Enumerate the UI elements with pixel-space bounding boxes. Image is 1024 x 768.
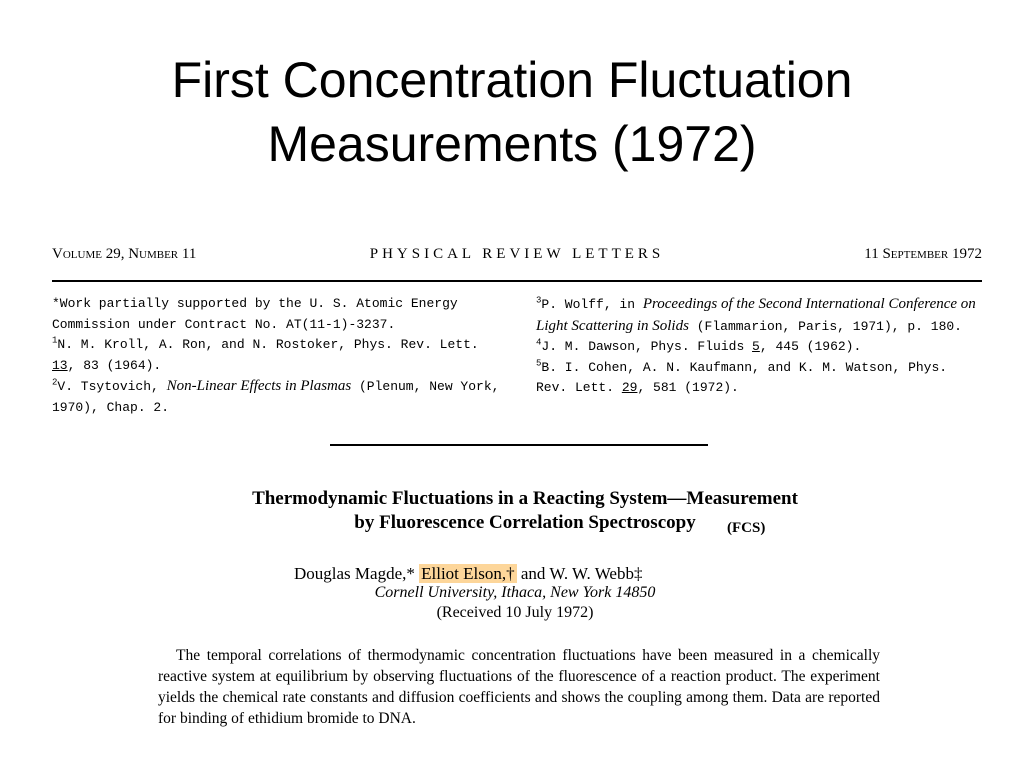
footnotes-left-column	[52, 294, 502, 419]
author-list	[294, 563, 754, 585]
author-webb: and W. W. Webb‡	[520, 564, 643, 583]
footnote-volume: 13	[52, 357, 68, 373]
footnote-text: , 445 (1962).	[759, 339, 862, 355]
author-magde: Douglas Magde,*	[294, 564, 415, 583]
author-affiliation: Cornell University, Ithaca, New York 14850	[374, 584, 656, 601]
abstract-text: The temporal correlations of thermodynamic concentration fluctuations have been measured in a chemically reactive system at equilibrium by observing fluctuations of the fluorescence of a reaction product. The experiment yields the chemical rate constants and diffusion coefficients and shows the coupling among them. Data are reported for binding of ethidium bromide to DNA.	[158, 647, 880, 727]
footnote-text: J. M. Dawson, Phys. Fluids	[541, 339, 753, 355]
footnote-text: V. Tsytovich,	[57, 379, 167, 395]
footnote-text: B. I. Cohen, A. N. Kaufmann, and K. M. Watson, Phys. Rev. Lett.	[536, 359, 948, 396]
slide-title-line-2: Measurements (1972)	[267, 116, 757, 172]
footnote-text: (Plenum, New York, 1970), Chap. 2.	[52, 379, 500, 415]
footnote-book-title: Proceedings of the Second International Conference on Light Scattering in Solids	[536, 296, 976, 334]
paper-title	[150, 487, 900, 535]
journal-date: 11 September 1972	[864, 246, 982, 262]
journal-volume: Volume 29, Number 11	[52, 246, 197, 262]
journal-header	[52, 246, 982, 266]
footnote-ref-1	[52, 335, 502, 376]
footnote-book-title: Non-Linear Effects in Plasmas	[166, 378, 352, 395]
slide-title	[0, 48, 1024, 176]
footnote-ref-4	[536, 337, 986, 358]
footnote-text: , 83 (1964).	[67, 357, 162, 373]
footnotes-right-column	[536, 294, 986, 399]
footnote-ref-5	[536, 358, 986, 399]
footnote-text: , 581 (1972).	[637, 380, 739, 396]
section-divider	[330, 444, 708, 446]
footnote-number: 5	[536, 358, 542, 369]
footnote-number: 2	[52, 378, 58, 389]
footnote-text: (Flammarion, Paris, 1971), p. 180.	[688, 318, 962, 334]
footnote-text: P. Wolff, in	[541, 297, 643, 312]
header-rule	[52, 280, 982, 282]
footnote-ref-2	[52, 376, 502, 418]
slide-title-line-1: First Concentration Fluctuation	[171, 52, 853, 108]
footnote-work: *Work partially supported by the U. S. Atomic Energy Commission under Contract No. AT(11-1)-3237.	[52, 296, 458, 332]
footnote-volume: 5	[752, 339, 760, 355]
footnote-number: 3	[536, 295, 542, 306]
received-date: (Received 10 July 1972)	[436, 604, 594, 621]
footnote-volume: 29	[621, 380, 638, 396]
footnote-ref-3	[536, 294, 986, 337]
fcs-annotation: (FCS)	[727, 520, 766, 536]
footnote-number: 1	[52, 335, 58, 346]
paper-title-line-2: by Fluorescence Correlation Spectroscopy	[354, 512, 696, 533]
footnote-text: N. M. Kroll, A. Ron, and N. Rostoker, Phys. Rev. Lett.	[57, 337, 479, 353]
journal-name: PHYSICAL REVIEW LETTERS	[369, 246, 665, 262]
abstract	[158, 645, 880, 729]
footnote-number: 4	[536, 337, 542, 348]
author-elson-highlighted: Elliot Elson,†	[421, 564, 515, 583]
paper-title-line-1: Thermodynamic Fluctuations in a Reacting System—Measurement	[252, 488, 798, 509]
